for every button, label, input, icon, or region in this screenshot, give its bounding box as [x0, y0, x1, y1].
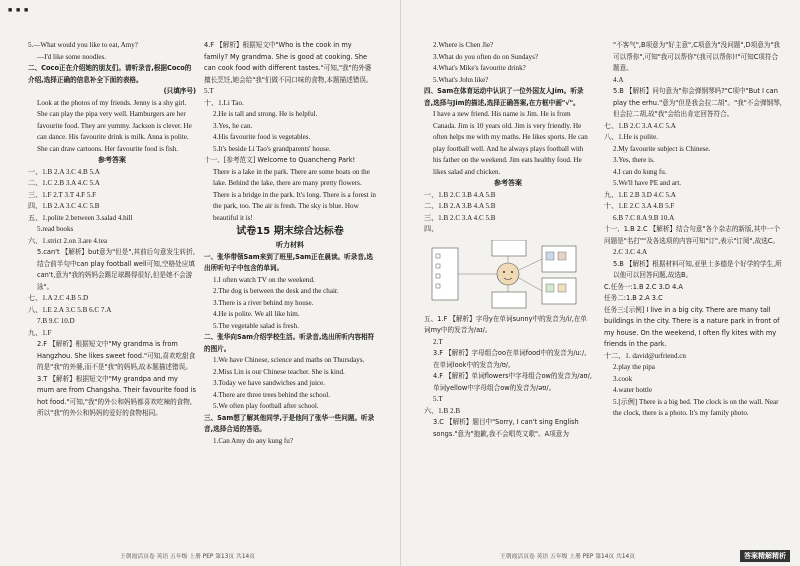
answer-title: 参考答案: [494, 179, 522, 187]
test-title: 试卷15 期末综合达标卷: [236, 226, 344, 237]
listening-line: 3.What do you often do on Sundays?: [433, 52, 539, 61]
answer-line: C.任务一:1.B 2.C 3.D 4.A: [604, 282, 683, 291]
answer-explanation: 3.T 【解析】根据短文中"My grandpa and my mum are from Changsha. Their favourite food is hot food."可知,"我"的外公和妈妈都喜欢吃辣的食物,所以"我"的外公和妈妈的爱好的食物相同。: [37, 374, 196, 417]
answer-line: 3.cook: [613, 374, 633, 383]
sample-essay-title: 十一、[参考范文] Welcome to Quancheng Park!: [204, 156, 356, 164]
sample-essay: There is a lake in the park. There are some boats on the lake. Behind the lake, there are many pretty flowers. There is a bridge in the park. It's long. There is a forest in the park, too. The air is fresh. The sky is blue. How beautiful it is!: [213, 167, 376, 222]
brand-tag: 答案精解精析: [740, 550, 790, 562]
boy-face: [497, 263, 519, 285]
box-top: [492, 240, 526, 256]
listening-line: 2.The dog is between the desk and the chair.: [213, 287, 339, 295]
answer-line: 十二、1. david@urfriend.cn: [604, 351, 686, 360]
answer-explanation: 3.C 【解析】题目中"Sorry, I can't sing English songs."意为"抱歉,我不会唱英文歌"。A项意为: [433, 418, 579, 438]
answer-line: 3.Yes, there is.: [613, 156, 655, 164]
answer-line: 六、1.strict 2.on 3.are 4.tea: [28, 236, 107, 245]
answer-line: 5.We'll have PE and art.: [613, 179, 682, 187]
column-4: [604, 40, 784, 420]
listening-line: 1.Can Amy do any kung fu?: [213, 436, 293, 445]
answer-line: 4.I can do kung fu.: [613, 167, 667, 176]
answer-line: 7.B 9.C 10.D: [37, 317, 75, 325]
answer-line: 七、1.B 2.C 3.A 4.C 5.A: [604, 121, 676, 130]
answer-explanation: 4.F 【解析】单词flowers中字母组合ow的发音为/aʊ/,单词yellow中字母组合ow的发音为/əʊ/。: [433, 372, 592, 392]
passage: I have a new friend. His name is Jim. He is from Canada. Jim is 10 years old. Jim is very friendly. He often helps me with my maths. He likes sports. He can play football well. And he always plays football with his father on the weekend. Jim eats healthy food. He likes salad and chicken.: [433, 110, 588, 176]
answer-line: 二、1.C 2.B 3.A 4.C 5.A: [28, 179, 100, 187]
answer-line: 三、1.F 2.T 3.T 4.F 5.F: [28, 190, 97, 199]
answer-line: 5.[示例] There is a big bed. The clock is on the wall. Near the clock, there is a photo. It's my family photo.: [613, 397, 779, 417]
answer-line: 4.water bottle: [613, 386, 653, 394]
answer-explanation: 五、1.F 【解析】字母y在单词sunny中的发音为/i/,在单词my中的发音为/aɪ/。: [424, 314, 588, 334]
answer-line: 四、: [424, 225, 439, 233]
section-note: (只填序号): [163, 87, 196, 95]
answer-line: 5.It's beside Li Tao's grandparents' house.: [213, 144, 331, 153]
text-line: 5.—What would you like to eat, Amy?: [28, 41, 138, 49]
answer-explanation: 3.F 【解析】字母组合oo在单词food中的发音为/uː/,在单词look中的发音为/ʊ/。: [433, 349, 587, 369]
answer-explanation: 任务三:[示例] I live in a big city. There are many tall buildings in the city. There is a nature park in front of my house. On the weekend, I often fly kites with my friends in the park.: [604, 305, 780, 348]
listening-line: 3.There is a river behind my house.: [213, 298, 314, 307]
column-1: [28, 40, 196, 420]
corner-mark: ■ ■ ■: [8, 6, 30, 14]
answer-line: 3.Yes, he can.: [213, 121, 253, 130]
answer-title: 参考答案: [98, 156, 126, 164]
page-fold: [400, 0, 401, 566]
text-line: —I'd like some noodles.: [37, 52, 107, 61]
answer-line: 九、1.E 2.B 3.D 4.C 5.A: [604, 190, 676, 199]
listening-line: 1.I often watch TV on the weekend.: [213, 275, 315, 284]
answer-line: 2.C 3.C 4.A: [613, 248, 648, 256]
answer-line: 5.T: [433, 395, 443, 403]
listening-line: 3.Today we have sandwiches and juice.: [213, 379, 325, 387]
answer-line: 任务二:1.B 2.A 3.C: [604, 294, 663, 302]
listening-line: 5.We often play football after school.: [213, 402, 319, 410]
answer-line: 二、1.B 2.A 3.B 4.A 5.B: [424, 202, 496, 210]
checkbox-diagram: [430, 240, 592, 310]
listening-line: 4.He is polite. We all like him.: [213, 310, 300, 318]
answer-explanation: "不客气",B项意为"好主意",C项意为"没问题",D项意为"我可以帮你",可知"我可以帮你"(我可以帮你)!"可知C项符合题意。: [613, 41, 781, 72]
answer-line: 十、1.Li Tao.: [204, 98, 244, 107]
section-heading: 二、张华向Sam介绍学校生活。听录音,选出所听内容相符的图片。: [204, 333, 375, 353]
answer-line: 4.A: [613, 75, 624, 84]
answer-line: 5.read books: [37, 225, 74, 233]
answer-line: 6.B 7.C 8.A 9.B 10.A: [613, 213, 675, 222]
answer-line: 五、1.polite 2.between 3.salad 4.hill: [28, 213, 133, 222]
listening-line: 1.We have Chinese, science and maths on Thursdays.: [213, 356, 365, 364]
footer-right: 王朝霞活页卷 英语 五年级 上册 PEP 第14页 共14页: [500, 554, 636, 560]
answer-line: 2.play the pipa: [613, 363, 655, 371]
column-3: [424, 40, 592, 440]
answer-line: 六、1.B 2.B: [424, 406, 461, 415]
listening-line: 4.There are three trees behind the school.: [213, 390, 330, 399]
answer-line: 四、1.B 2.A 3.C 4.C 5.B: [28, 202, 100, 210]
section-heading: 三、Sam想了解其他同学,于是他问了张华一些问题。听录音,选择合适的答语。: [204, 413, 375, 433]
answer-explanation: 十一、1.B 2.C 【解析】结合句意"各个杂志的新版,其中一个问题是"名打""及各选项的内容可知"订",表示"订阅",故选C。: [604, 225, 781, 245]
section-heading: 四、Sam在体育运动中认识了一位外国友人Jim。听录音,选择与Jim的描述,选择正确答案,在方框中画"√"。: [424, 87, 584, 107]
answer-line: 三、1.B 2.C 3.A 4.C 5.B: [424, 213, 496, 222]
answer-line: 2.My favourite subject is Chinese.: [613, 144, 711, 153]
listening-line: 5.What's John like?: [433, 75, 489, 84]
answer-line: 十、1.E 2.C 3.A 4.B 5.F: [604, 202, 675, 210]
answer-line: 4.His favourite food is vegetables.: [213, 133, 311, 141]
passage: Look at the photos of my friends. Jenny is a shy girl. She can play the pipa very well. Hamburgers are her favourite food. They are yummy. Jackson is clever. He can dance. His favourite drink is milk. Anna is polite. She can draw cartoons. Her favourite food is fish.: [37, 98, 192, 153]
answer-line: 2.T: [433, 337, 443, 346]
answer-line: 八、1.E 2.A 3.C 5.B 6.C 7.A: [28, 305, 112, 314]
footer-left: 王朝霞活页卷 英语 五年级 上册 PEP 第13页 共14页: [120, 554, 256, 560]
section-heading: 二、Coco正在介绍她的朋友们。请听录音,根据Coco的介绍,选择正确的信息补全下面的表格。: [28, 64, 192, 84]
answer-line: 七、1.A 2.C 4.B 5.D: [28, 294, 89, 302]
column-2: [204, 40, 376, 447]
answer-line: 一、1.B 2.C 3.B 4.A 5.B: [424, 190, 496, 199]
listening-line: 4.What's Mike's favourite drink?: [433, 64, 526, 72]
answer-explanation: 5.B 【解析】问句意为"你会弹钢琴吗?"C项中"But I can play the erhu."意为"但是我会拉二胡"。"我"不会弹钢琴,但会拉二胡,故"我"会给出肯定回答符合。: [613, 87, 782, 118]
diagram-figure: [430, 240, 580, 310]
answer-line: 九、1.F: [28, 328, 52, 337]
answer-line: 5.T: [204, 87, 214, 95]
answer-line: 2.He is tall and strong. He is helpful.: [213, 110, 318, 118]
answer-explanation: 2.F 【解析】根据短文中"My grandma is from Hangzhou. She likes sweet food."可知,喜欢吃甜食的是"我"的外婆,而不是"我"的妈妈,故本题描述错误。: [37, 340, 196, 371]
listening-line: 2.Where is Chen Jie?: [433, 41, 494, 49]
section-heading: 一、张华带领Sam来到了班里,Sam正在晨读。听录音,选出所听句子中包含的单词。: [204, 252, 374, 272]
listening-line: 5.The vegetable salad is fresh.: [213, 321, 299, 330]
answer-explanation: 5.can't 【解析】but意为"但是",其前后句意发生转折,结合前半句中can play football well可知,空格处应填can't,意为"我的妈妈会踢足球踢得很好,但是她不会游泳"。: [37, 248, 195, 291]
listening-title: 听力材料: [276, 241, 304, 249]
answer-explanation: 5.B 【解析】根据材料可知,亚里士多德是个好学的学生,所以他可以回答问题,故选B。: [613, 259, 782, 279]
answer-line: 八、1.He is polite.: [604, 133, 658, 141]
listening-line: 2.Miss Lin is our Chinese teacher. She is kind.: [213, 367, 345, 376]
box-bottom: [492, 292, 526, 308]
answer-line: 一、1.B 2.A 3.C 4.B 5.A: [28, 167, 100, 176]
answer-explanation: 4.F 【解析】根据短文中"Who is the cook in my family? My grandma. She is good at cooking. She can cook food with different tastes."可知,"我"的外婆擅长烹饪,她会给"我"们做不同口味的食物,本题描述错误。: [204, 41, 373, 84]
